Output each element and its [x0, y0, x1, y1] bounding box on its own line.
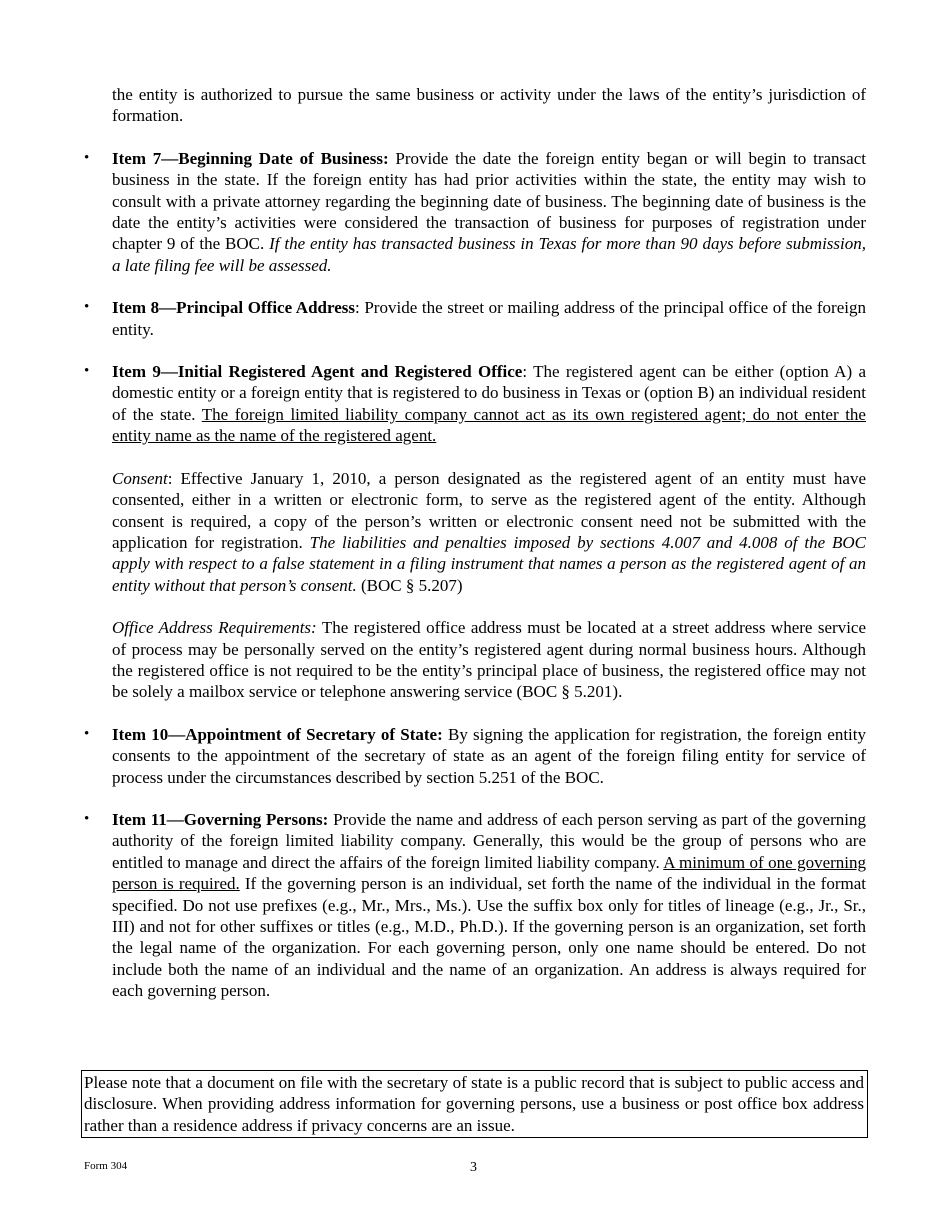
item-7-italic-note: If the entity has transacted business in Texas for more than 90 days before submission, a late filing fee will be assessed.	[112, 234, 867, 275]
instructions-body	[84, 84, 867, 1002]
consent-italic: The liabilities and penalties imposed by sections 4.007 and 4.008 of the BOC apply with respect to a false statement in a filing instrument that names a person as the registered agent of an entity without that person’s consent.	[112, 532, 866, 595]
bullet-icon: •	[84, 149, 90, 166]
consent-label: Consent	[112, 468, 168, 488]
item-10-title: Item 10—Appointment of Secretary of State:	[112, 724, 443, 744]
item-8	[84, 297, 866, 340]
item-7	[84, 148, 867, 276]
consent-paragraph	[112, 468, 866, 596]
item-9	[84, 361, 867, 703]
item-8-title: Item 8—Principal Office Address	[112, 298, 356, 318]
item-11-title: Item 11—Governing Persons:	[112, 809, 329, 829]
consent-citation: (BOC § 5.207)	[356, 575, 463, 595]
item-11-body: Provide the name and address of each person serving as part of the governing authority of the foreign limited liability company. Generally, this would be the group of persons who are entitled to manage and direct the affairs of the foreign limited liability company.	[112, 809, 866, 872]
item-9-title: Item 9—Initial Registered Agent and Registered Office	[112, 362, 523, 382]
consent-body: : Effective January 1, 2010, a person designated as the registered agent of an entity must have consented, either in a written or electronic form, to serve as the registered agent of the entity. Although consent is required, a copy of the person’s written or electronic consent need not be submitted with the application for registration.	[112, 468, 866, 552]
intro-paragraph	[112, 84, 866, 127]
office-body: The registered office address must be located at a street address where service of process may be personally served on the entity’s registered agent during normal business hours. Although the registered office is not required to be the entity’s principal place of business, the registered office may not be solely a mailbox service or telephone answering service (BOC § 5.201).	[112, 618, 867, 702]
office-address-paragraph	[112, 617, 866, 703]
intro-text: the entity is authorized to pursue the same business or activity under the laws of the entity’s jurisdiction of formation.	[112, 85, 866, 126]
item-11-underlined-note: A minimum of one governing person is required.	[112, 852, 867, 894]
form-label: Form 304	[84, 1160, 128, 1172]
office-label: Office Address Requirements:	[112, 618, 317, 638]
item-9-underlined-note: The foreign limited liability company cannot act as its own registered agent; do not enter the entity name as the name of the registered agent.	[112, 404, 866, 446]
item-7-body: Provide the date the foreign entity began or will begin to transact business in the state. If the foreign entity has had prior activities within the state, the entity may wish to consult with a private attorney regarding the beginning date of business. The beginning date of business is the date the entity’s activities were considered the transaction of business for purposes of registration under chapter 9 of the BOC.	[112, 148, 866, 254]
item-9-body: : The registered agent can be either (option A) a domestic entity or a foreign entity that is registered to do business in Texas or (option B) an individual resident of the state.	[112, 362, 866, 424]
bullet-icon: •	[84, 725, 90, 742]
bullet-icon: •	[84, 299, 90, 316]
item-7-title: Item 7—Beginning Date of Business:	[112, 148, 389, 168]
bullet-icon: •	[84, 810, 90, 827]
page-number: 3	[470, 1160, 477, 1175]
bullet-icon: •	[84, 363, 90, 380]
item-10-body: By signing the application for registration, the foreign entity consents to the appointment of the secretary of state as an agent of the foreign filing entity for service of process under the circumstances described by section 5.251 of the BOC.	[112, 724, 866, 787]
item-11	[84, 809, 867, 1002]
privacy-notice-text: Please note that a document on file with the secretary of state is a public record that is subject to public access and disclosure. When providing address information for governing persons, use a business or post office box address rather than a residence address if privacy concerns are an issue.	[84, 1073, 864, 1135]
item-8-body: : Provide the street or mailing address of the principal office of the foreign entity.	[112, 298, 866, 339]
item-11-body-continued: If the governing person is an individual, set forth the name of the individual in the format specified. Do not use prefixes (e.g., Mr., Mrs., Ms.). Use the suffix box only for titles of lineage (e.g., Jr., Sr., III) and not for other suffixes or titles (e.g., M.D., Ph.D.). If the governing person is an organization, set forth the legal name of the organization. For each governing person, only one name should be entered. Do not include both the name of an individual and the name of an organization. An address is always required for each governing person.	[112, 874, 866, 1001]
privacy-notice-box	[81, 1070, 868, 1138]
item-10	[84, 724, 866, 788]
